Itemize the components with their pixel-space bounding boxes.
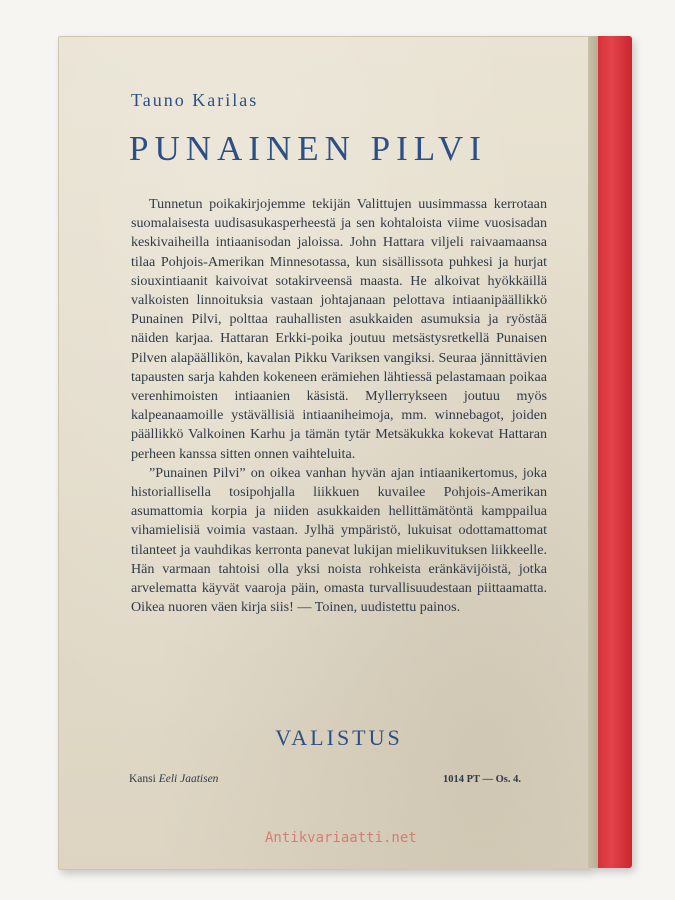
- blurb-paragraph-1: Tunnetun poikakirjojemme tekijän Valittujen uusimmassa kerrotaan suomalaisesta uudisasukasperheestä ja sen kohtaloista viime vuosisadan keskivaiheilla intiaanisodan jaloissa. John Hattara viljeli raivaamaansa tilaa Pohjois-Amerikan Minnesotassa, kun sisällissota puhkesi ja hurjat siouxintiaanit kaivoivat sotakirveensä maasta. He alkoivat hyökkäillä valkoisten linnoituksia vastaan johtajanaan pelottava intiaanipäällikkö Punainen Pilvi, polttaa rauhallisten asukkaiden asumuksia ja ryöstää näiden karjaa. Hattaran Erkki-poika joutuu metsästysretkellä Punaisen Pilven alapäällikön, kavalan Pikku Variksen vangiksi. Seuraa jännittävien tapausten sarja kahden kokeneen erämiehen lähtiessä pelastamaan poikaa verenhimoisten intiaanien käsistä. Myllerrykseen joutuu myös kalpeanaamoille ystävällisiä intiaaniheimoja, mm. winnebagot, joiden päällikkö Valkoinen Karhu ja tämän tytär Metsäkukka kokevat Hattaran perheen kanssa sitten onnen vaihteluita.: [131, 196, 547, 462]
- publisher-name: VALISTUS: [275, 725, 403, 750]
- book-title: PUNAINEN PILVI: [129, 129, 487, 168]
- author-name: Tauno Karilas: [131, 90, 259, 110]
- red-spine: [598, 36, 632, 868]
- catalog-code: 1014 PT — Os. 4.: [443, 774, 521, 785]
- credit-artist: Eeli Jaatisen: [158, 773, 219, 785]
- page-edge: [588, 36, 598, 868]
- blurb-paragraph-2: ”Punainen Pilvi” on oikea vanhan hyvän ajan intiaanikertomus, joka historiallisella tosipohjalla liikkuen kuvailee Pohjois-Amerikan asumattomia korpia ja niiden asukkaiden hellittämätöntä kamppailua vihamielisiä voimia vastaan. Jylhä ympäristö, lukuisat odottamattomat tilanteet ja vauhdikas kerronta panevat lukijan mielikuvituksen liikkeelle. Hän varmaan tahtoisi olla yksi noista rohkeista eränkävijöistä, jotka arvelematta käyvät vaaroja päin, omasta turvallisuudestaan piittaamatta. Oikea nuoren väen kirja siis! — Toinen, uudistettu painos.: [131, 464, 547, 616]
- credit-prefix: Kansi: [129, 773, 156, 785]
- cover-credit: [129, 773, 218, 785]
- watermark: Antikvariaatti.net: [265, 830, 417, 846]
- blurb: [131, 195, 547, 617]
- book: [58, 36, 632, 868]
- back-cover: [58, 36, 590, 870]
